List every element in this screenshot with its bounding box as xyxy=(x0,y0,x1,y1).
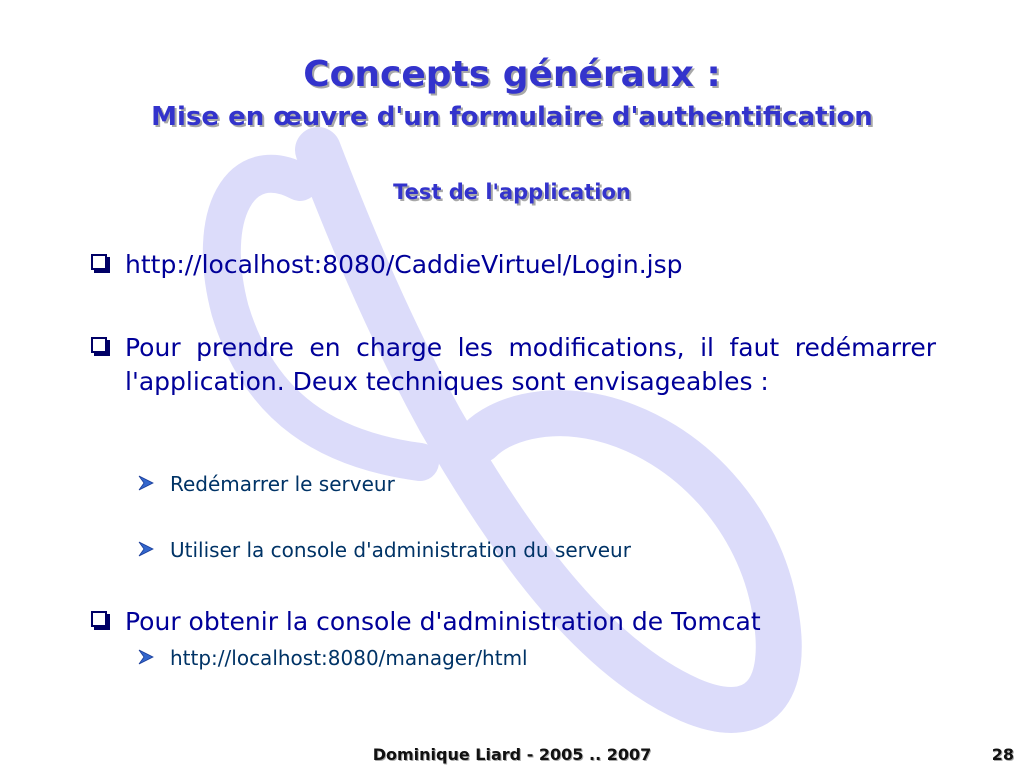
square-bullet-icon xyxy=(91,254,107,270)
arrowhead-bullet-icon xyxy=(138,541,154,557)
section-heading: Test de l'application xyxy=(393,180,631,204)
sub-bullet-text: Utiliser la console d'administration du serveur xyxy=(170,538,631,562)
square-bullet-icon xyxy=(91,337,107,353)
bullet-text: http://localhost:8080/CaddieVirtuel/Login.jsp xyxy=(125,250,683,279)
sub-bullet-item xyxy=(138,645,528,671)
arrowhead-bullet-icon xyxy=(138,475,154,491)
sub-bullet-item xyxy=(138,537,631,563)
bullet-text: Pour obtenir la console d'administration de Tomcat xyxy=(125,607,761,636)
sub-bullet-text: http://localhost:8080/manager/html xyxy=(170,646,528,670)
bullet-item xyxy=(88,248,936,282)
footer-author: Dominique Liard - 2005 .. 2007 xyxy=(372,745,652,764)
bullet-item xyxy=(88,331,936,399)
slide-subtitle: Mise en œuvre d'un formulaire d'authentification xyxy=(151,102,873,132)
bullet-text: Pour prendre en charge les modifications, il faut redémarrer l'application. Deux techniques sont envisageables : xyxy=(125,333,936,396)
footer-page-number: 28 xyxy=(991,745,1014,764)
slide-title: Concepts généraux : xyxy=(303,54,721,95)
arrowhead-bullet-icon xyxy=(138,649,154,665)
sub-bullet-text: Redémarrer le serveur xyxy=(170,472,395,496)
sub-bullet-item xyxy=(138,471,395,497)
square-bullet-icon xyxy=(91,611,107,627)
bullet-item xyxy=(88,605,936,639)
